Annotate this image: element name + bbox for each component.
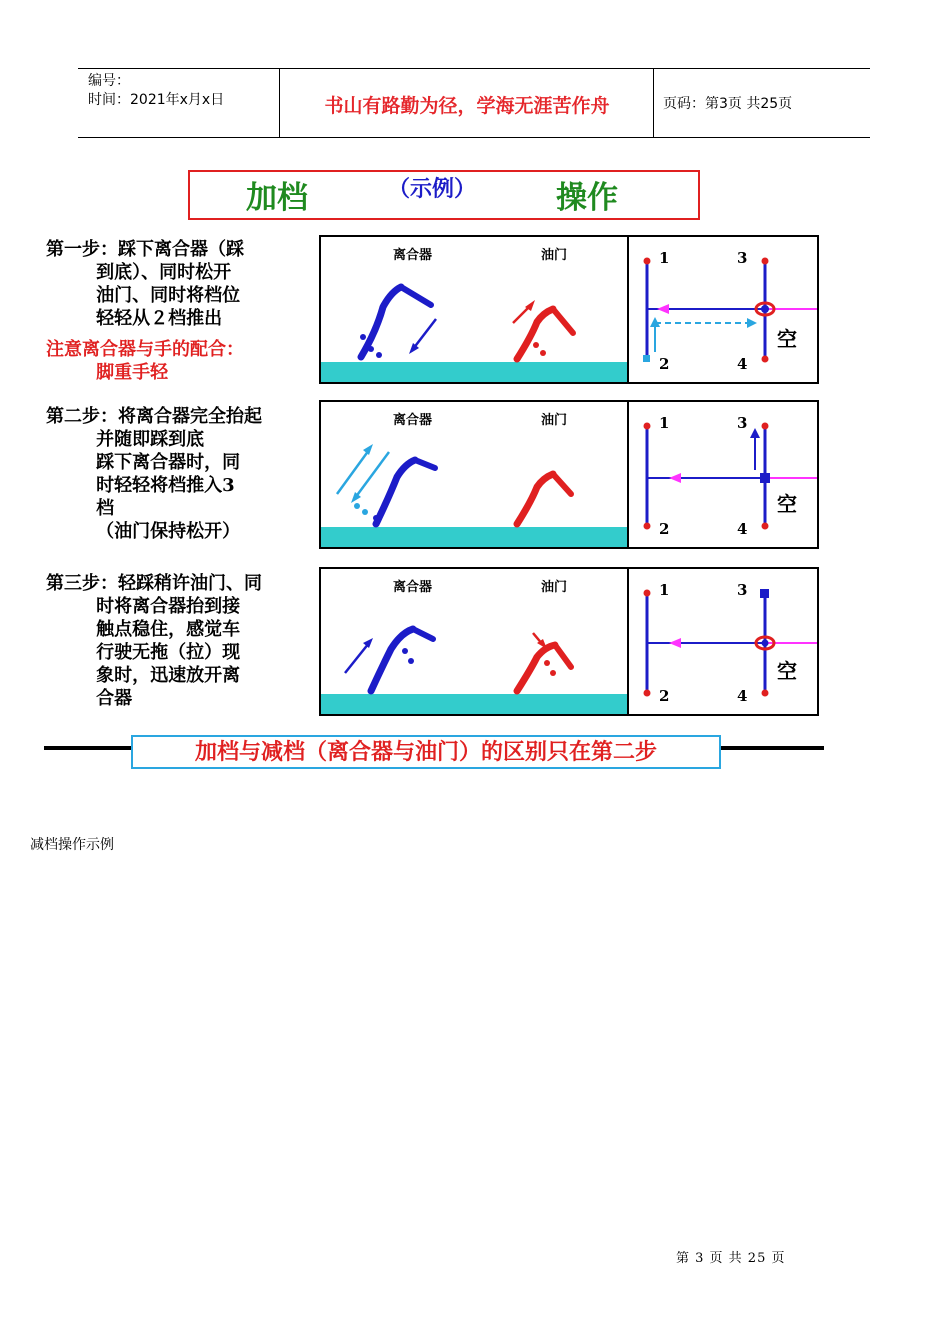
throttle-pedal-pad: [553, 474, 571, 494]
pedal-illustration: [321, 402, 627, 547]
arrow-head: [750, 428, 760, 438]
throttle-pedal-pad: [553, 309, 573, 333]
section-heading: 减档操作示例: [30, 837, 114, 853]
arrow-head: [669, 638, 681, 648]
throttle-dot: [544, 660, 550, 666]
gear-shift-diagram: [629, 569, 817, 714]
arrow-head: [669, 473, 681, 483]
gear-shift-diagram: [629, 237, 817, 382]
throttle-dot: [540, 350, 546, 356]
clutch-dot: [362, 509, 368, 515]
gear-4-label: 4: [737, 520, 748, 538]
arrow-head: [657, 304, 669, 314]
throttle-pedal-arm: [517, 474, 553, 524]
gear-shift-diagram: [629, 402, 817, 547]
throttle-pedal-pad: [555, 645, 571, 667]
step-2-pedal-panel: [319, 400, 629, 549]
title-part-3: 操作: [556, 180, 618, 216]
clutch-dot: [402, 648, 408, 654]
gear-2-label: 2: [659, 520, 670, 538]
arrow-head: [747, 318, 757, 328]
step-3-text: 第三步：轻踩稍许油门、同 时将离合器抬到接 触点稳住，感觉车 行驶无拖（拉）现 象时，迅速放开离 合器: [46, 573, 262, 709]
summary-callout: 加档与减档（离合器与油门）的区别只在第二步: [131, 735, 721, 769]
floor: [321, 362, 627, 382]
clutch-label: 离合器: [393, 413, 433, 428]
gear-2-label: 2: [659, 687, 670, 705]
gear-1-dot: [644, 590, 651, 597]
date-label: 时间：2021年x月x日: [88, 92, 225, 108]
throttle-pedal-arm: [517, 645, 555, 691]
step-1-gear-panel: [627, 235, 819, 384]
clutch-pedal-arm: [371, 629, 413, 691]
clutch-pedal-pad: [415, 460, 435, 468]
page-footer: 第 3 页 共 25 页: [676, 1251, 786, 1266]
throttle-dot: [533, 342, 539, 348]
clutch-up-arrow: [345, 643, 369, 673]
gear-1-dot: [644, 423, 651, 430]
arrow-head: [363, 638, 373, 648]
clutch-pedal-pad: [413, 629, 433, 639]
gear-4-dot: [762, 523, 769, 530]
clutch-dot: [360, 334, 366, 340]
pedal-illustration: [321, 569, 627, 714]
neutral-label: 空: [777, 492, 797, 516]
neutral-label: 空: [777, 659, 797, 683]
floor: [321, 694, 627, 714]
clutch-dot: [373, 515, 379, 521]
step-3-gear-panel: [627, 567, 819, 716]
clutch-dot: [354, 503, 360, 509]
clutch-dot: [368, 346, 374, 352]
header-page-info: 页码：第3页 共25页: [663, 96, 793, 112]
throttle-label: 油门: [541, 248, 568, 263]
step-1-text: 第一步：踩下离合器（踩 到底）、同时松开 油门、同时将档位 轻轻从２档推出: [46, 239, 244, 329]
gear-1-label: 1: [659, 414, 670, 432]
throttle-label: 油门: [541, 413, 568, 428]
lever-position: [760, 589, 769, 598]
clutch-dot: [376, 352, 382, 358]
clutch-pedal-arm: [376, 460, 415, 524]
gear-4-label: 4: [737, 355, 748, 373]
throttle-label: 油门: [541, 580, 568, 595]
gear-3-label: 3: [737, 581, 748, 599]
gear-4-dot: [762, 356, 769, 363]
neutral-label: 空: [777, 327, 797, 351]
gear-1-label: 1: [659, 581, 670, 599]
clutch-label: 离合器: [393, 580, 433, 595]
header-meta: [88, 72, 224, 110]
lever-position: [761, 305, 769, 313]
gear-2-label: 2: [659, 355, 670, 373]
neutral-dot: [762, 640, 769, 647]
gear-position-marker: [643, 355, 650, 362]
diagram-title: [188, 170, 700, 220]
gear-2-dot: [644, 690, 651, 697]
clutch-dot: [408, 658, 414, 664]
step-3-pedal-panel: [319, 567, 629, 716]
header-motto: 书山有路勤为径，学海无涯苦作舟: [324, 95, 610, 117]
floor: [321, 527, 627, 547]
gear-1-dot: [644, 258, 651, 265]
title-part-2: （示例）: [388, 176, 477, 202]
gear-3-dot: [762, 258, 769, 265]
gear-1-label: 1: [659, 249, 670, 267]
code-label: 编号：: [88, 73, 130, 89]
gear-4-dot: [762, 690, 769, 697]
step-2-gear-panel: [627, 400, 819, 549]
throttle-pedal-arm: [517, 309, 553, 359]
title-part-1: 加档: [246, 180, 308, 216]
gear-3-label: 3: [737, 249, 748, 267]
pedal-illustration: [321, 237, 627, 382]
throttle-dot: [550, 670, 556, 676]
step-1-pedal-panel: [319, 235, 629, 384]
gear-2-dot: [644, 523, 651, 530]
document-header: [78, 68, 870, 138]
gear-4-label: 4: [737, 687, 748, 705]
clutch-down-arrow: [413, 319, 436, 349]
clutch-label: 离合器: [393, 248, 433, 263]
lever-position: [760, 473, 770, 483]
arrow-head: [363, 444, 373, 455]
step-2-text: 第二步：将离合器完全抬起 并随即踩到底 踩下离合器时，同 时轻轻将档推入3 档 （油门保持松开）: [46, 406, 262, 542]
gear-3-label: 3: [737, 414, 748, 432]
clutch-pedal-arm: [361, 287, 401, 357]
step-1-note: 注意离合器与手的配合： 脚重手轻: [46, 339, 244, 383]
gear-3-dot: [762, 423, 769, 430]
clutch-down-arrow: [355, 452, 389, 498]
clutch-pedal-pad: [401, 287, 431, 305]
